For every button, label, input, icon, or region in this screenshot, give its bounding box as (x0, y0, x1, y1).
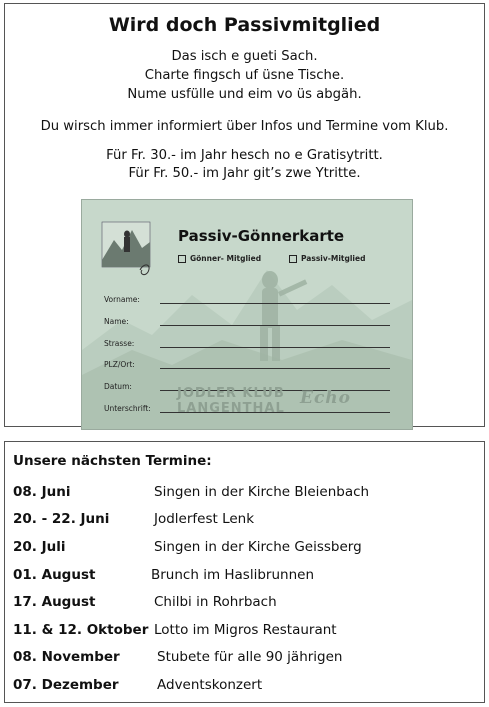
event-date: 11. & 12. Oktober (13, 622, 149, 638)
events-box (4, 441, 485, 703)
event-description: Adventskonzert (157, 677, 263, 693)
list-item (5, 677, 484, 697)
checkbox-passiv[interactable] (289, 254, 365, 263)
event-date: 17. August (13, 594, 96, 610)
event-date: 01. August (13, 567, 96, 583)
info-line-2: Charte fingsch uf üsne Tische. (144, 68, 345, 83)
field-label-name: Name: (104, 317, 129, 326)
logo-text-line-1: JODLER KLUB (177, 386, 285, 401)
field-label-plz: PLZ/Ort: (104, 360, 135, 369)
event-date: 20. Juli (13, 539, 66, 555)
event-description: Brunch im Haslibrunnen (151, 567, 314, 583)
checkbox-goenner[interactable] (178, 254, 261, 263)
card-title: Passiv-Gönnerkarte (178, 227, 345, 245)
info-line-3: Nume usfülle und eim vo üs abgäh. (127, 87, 362, 102)
club-logo-icon (102, 222, 150, 275)
checkbox-passiv-label: Passiv-Mitglied (301, 254, 366, 263)
field-line-vorname[interactable] (160, 303, 390, 304)
list-item (5, 567, 484, 587)
field-label-datum: Datum: (104, 382, 132, 391)
page-title: Wird doch Passivmitglied (108, 14, 381, 36)
event-date: 08. Juni (13, 484, 71, 500)
membership-info-box (4, 3, 485, 427)
event-description: Stubete für alle 90 jährigen (157, 649, 343, 665)
event-description: Singen in der Kirche Geissberg (154, 539, 362, 555)
event-description: Singen in der Kirche Bleienbach (154, 484, 370, 500)
field-label-vorname: Vorname: (104, 295, 140, 304)
event-date: 20. - 22. Juni (13, 511, 110, 527)
checkbox-square-icon (178, 255, 186, 263)
list-item (5, 511, 484, 531)
checkbox-square-icon (289, 255, 297, 263)
field-line-strasse[interactable] (160, 347, 390, 348)
list-item (5, 484, 484, 504)
membership-card (81, 199, 413, 430)
info-line-4: Du wirsch immer informiert über Infos und Termine vom Klub. (40, 119, 449, 134)
field-label-strasse: Strasse: (104, 339, 135, 348)
event-description: Jodlerfest Lenk (154, 511, 255, 527)
info-line-1: Das isch e gueti Sach. (171, 49, 318, 64)
event-date: 08. November (13, 649, 120, 665)
logo-script-text: Echo (300, 388, 352, 408)
info-line-6: Für Fr. 50.- im Jahr git’s zwe Ytritte. (128, 166, 361, 181)
event-description: Lotto im Migros Restaurant (154, 622, 337, 638)
field-line-plz[interactable] (160, 368, 390, 369)
logo-text-line-2: LANGENTHAL (177, 401, 285, 416)
list-item (5, 539, 484, 559)
event-description: Chilbi in Rohrbach (154, 594, 277, 610)
field-line-name[interactable] (160, 325, 390, 326)
checkbox-goenner-label: Gönner- Mitglied (190, 254, 262, 263)
list-item (5, 594, 484, 614)
field-label-unterschrift: Unterschrift: (104, 404, 151, 413)
event-date: 07. Dezember (13, 677, 119, 693)
events-heading: Unsere nächsten Termine: (13, 453, 212, 469)
info-line-5: Für Fr. 30.- im Jahr hesch no e Gratisytritt. (106, 148, 383, 163)
list-item (5, 622, 484, 642)
list-item (5, 649, 484, 669)
